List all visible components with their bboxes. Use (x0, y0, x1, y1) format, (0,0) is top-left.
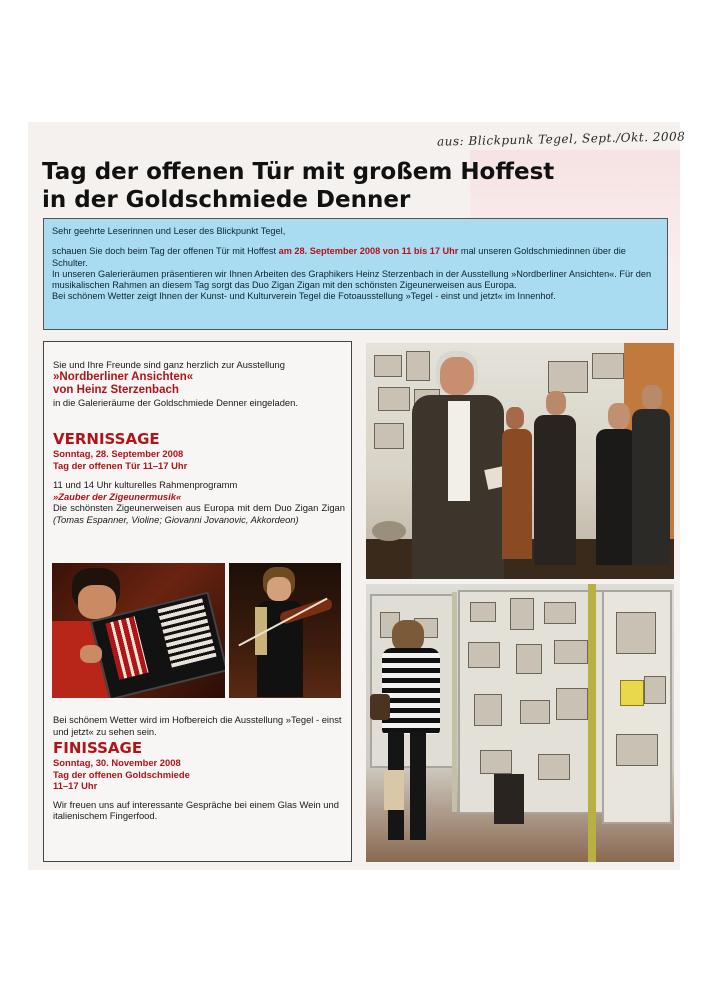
vernissage-block (53, 431, 345, 525)
weather-note: Bei schönem Wetter wird im Hofbereich die Ausstellung »Tegel - einst und jetzt« zu sehen sein. (53, 714, 342, 737)
accordion-player-photo (52, 563, 225, 698)
finissage-sub-1: Tag der offenen Goldschmiede (53, 768, 190, 780)
invite-artist: von Heinz Sterzenbach (53, 383, 179, 396)
finissage-heading: FINISSAGE (53, 739, 143, 757)
intro-greeting: Sehr geehrte Leserinnen und Leser des Blickpunkt Tegel, (52, 226, 286, 236)
intro-paragraph-1 (52, 246, 659, 269)
program-musicians: (Tomas Espanner, Violine; Giovanni Jovanovic, Akkordeon) (53, 513, 299, 525)
finissage-date: Sonntag, 30. November 2008 (53, 757, 181, 768)
vernissage-program: 11 und 14 Uhr kulturelles Rahmenprogramm (53, 479, 238, 490)
finissage-closing: Wir freuen uns auf interessante Gespräche bei einem Glas Wein und italienischem Fingerfood. (53, 798, 339, 821)
intro-paragraph-3: Bei schönem Wetter zeigt Ihnen der Kunst- und Kulturverein Tegel die Fotoausstellung »Tegel - einst und jetzt« im Innenhof. (52, 291, 556, 302)
program-desc-text: Die schönsten Zigeunerweisen aus Europa mit dem Duo Zigan Zigan (53, 502, 345, 513)
headline-line-1: Tag der offenen Tür mit großem Hoffest (42, 159, 555, 185)
vernissage-program-title: »Zauber der Zigeunermusik« (53, 490, 182, 502)
gallery-opening-photo (366, 343, 674, 579)
headline (42, 158, 602, 214)
intro-p1-c: mal unseren Goldschmiedinnen über die Schulter. (52, 246, 626, 268)
photo-exhibition-photo (366, 584, 674, 862)
intro-paragraph-2: In unseren Galerieräumen präsentieren wir Ihnen Arbeiten des Graphikers Heinz Sterzenbach in der Ausstellung »Nordberliner Ansichten«. Für den musikalischen Rahmen an diesem Tag sorgt das Duo Zigan Zigan mit den schönsten Zigeunerweisen aus Europa. (52, 268, 652, 291)
event-info-box (43, 341, 352, 862)
intro-date-highlight: am 28. September 2008 von 11 bis 17 Uhr (278, 246, 459, 257)
vernissage-sub: Tag der offenen Tür 11–17 Uhr (53, 459, 188, 471)
invite-tail: in die Galerieräume der Goldschmiede Denner eingeladen. (53, 396, 298, 408)
intro-p1-a: schauen Sie doch beim Tag der offenen Tür mit Hoffest (52, 246, 279, 257)
violinist-photo (229, 563, 341, 698)
finissage-sub-2: 11–17 Uhr (53, 780, 98, 791)
invite-title: »Nordberliner Ansichten« (53, 370, 194, 383)
intro-box (43, 218, 668, 330)
handwritten-source-note: aus: Blickpunk Tegel, Sept./Okt. 2008 (436, 129, 686, 149)
vernissage-date: Sonntag, 28. September 2008 (53, 448, 184, 459)
vernissage-heading: VERNISSAGE (53, 430, 160, 448)
headline-line-2: in der Goldschmiede Denner (42, 187, 411, 213)
finissage-block (53, 740, 345, 822)
invite-lead: Sie und Ihre Freunde sind ganz herzlich zur Ausstellung (53, 359, 285, 370)
vernissage-program-desc (53, 502, 345, 525)
invite-block (53, 359, 345, 408)
